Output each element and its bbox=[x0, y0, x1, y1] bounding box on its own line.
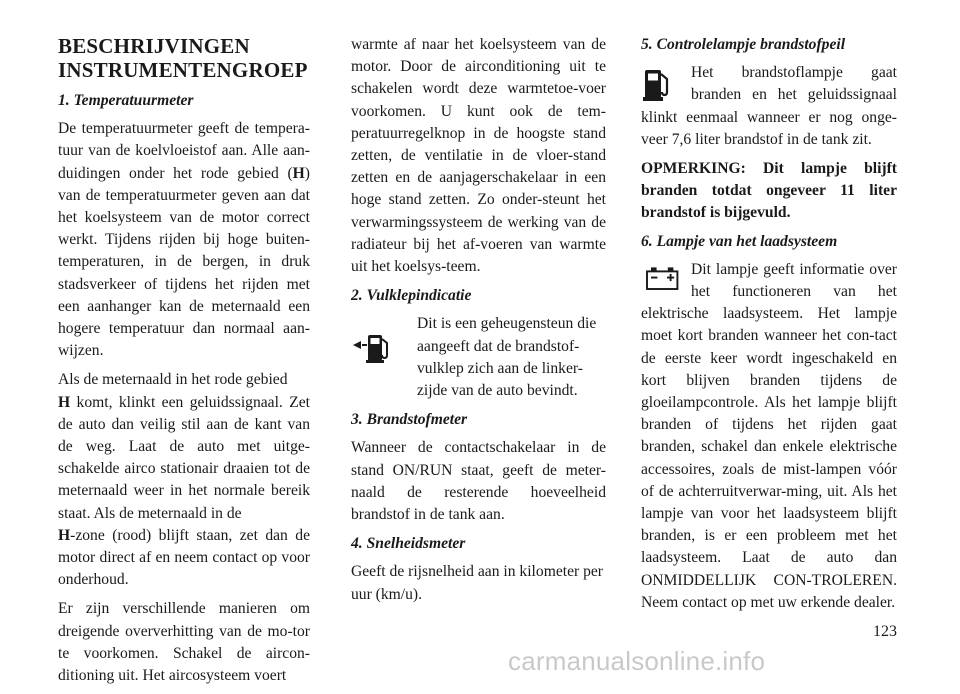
section-title-fuel-lamp: 5. Controlelampje brandstofpeil bbox=[641, 36, 846, 53]
section-title-fuel-flap: 2. Vulklepindicatie bbox=[351, 287, 472, 305]
column-2 bbox=[351, 34, 606, 613]
fuel-lamp-note: OPMERKING: Dit lampje blijft branden totdat ongeveer 11 liter brandstof is bijgevuld. bbox=[641, 160, 897, 222]
page-heading: BESCHRIJVINGEN INSTRUMENTENGROEP bbox=[58, 34, 308, 82]
section-title-charging-lamp: 6. Lampje van het laadsysteem bbox=[641, 232, 838, 250]
fuel-pump-arrow-left-icon bbox=[351, 329, 391, 365]
temp-text: -zone (rood) blijft staan, zet dan de motor direct af en neem contact op voor onderhoud. bbox=[58, 526, 310, 589]
temp-paragraph-2 bbox=[58, 369, 310, 591]
column-3 bbox=[641, 34, 897, 621]
charging-lamp-text: Dit lampje geeft informatie over het functioneren van het elektrische laadsysteem. Het lampje moet kort branden wanneer het con-tact de eerste keer wordt ingeschakeld en kort blijven branden tijdens de gloeilampcontrole. Als het lampje blijft branden of tijdens het rijden gaat branden, schakel dan enkele elektrische accessoires, zoals de mist-lampen vóór of de achterruitverwar-ming, uit. Als het lampje van voor het laadsysteem blijft branden, is er een probleem met het laadsysteem. Laat de auto dan ONMIDDELLIJK CON-TROLEREN. Neem contact op met uw erkende dealer. bbox=[641, 260, 897, 611]
page-number: 123 bbox=[873, 623, 897, 640]
charging-lamp-paragraph bbox=[641, 259, 897, 614]
fuel-flap-text: Dit is een geheugensteun die aangeeft dat de brandstof-vulklep zich aan de linker-zijde van de auto bevindt. bbox=[417, 315, 597, 400]
column-1 bbox=[58, 34, 310, 694]
temp-text: komt, klinkt een geluidssignaal. Zet de auto dan veilig stil aan de kant van de weg. Laat de auto met uitge-schakelde airco stationair draaien tot de meternaald weer in het normale bereik staat. Als de meternaald in de bbox=[58, 393, 310, 522]
temp-paragraph-3: Er zijn verschillende manieren om dreigende oververhitting van de mo-tor te voorkomen. Schakel de aircon-ditioning uit. Het aircosysteem voert bbox=[58, 600, 310, 685]
temp-text: ) van de temperatuurmeter geven aan dat het koelsysteem van de motor correct werkt. Tijdens rijden bij hoge buiten-temperaturen, in de bergen, in druk stadsverkeer of tijdens het rijden met een aanhanger kan de meternaald een hogere temperatuur dan normaal aan-wijzen. bbox=[58, 164, 310, 360]
speedometer-text: Geeft de rijsnelheid aan in kilometer per uur (km/u). bbox=[351, 563, 603, 603]
temp-paragraph-4: warmte af naar het koelsysteem van de motor. Door de airconditioning uit te schakelen wordt deze warmtetoe-voer voorkomen. U kunt ook de tem-peratuurregelknop in de hoogste stand zetten, de ventilatie in de vloer-stand zetten en de aanjagerschakelaar in een hoge stand zetten. Zo onder-steunt het verwarmingssysteem de werking van de radiateur bij het af-voeren van warmte uit het koelsys-teem. bbox=[351, 36, 606, 276]
temp-h-marker: H bbox=[292, 164, 305, 182]
temp-text: De temperatuurmeter geeft de tempera-tuur van de koelvloeistof aan. Alle aan-duidingen onder het rode gebied ( bbox=[58, 120, 310, 182]
fuel-flap-block bbox=[351, 313, 606, 409]
section-title-temperature: 1. Temperatuurmeter bbox=[58, 92, 194, 109]
fuel-lamp-text: Het brandstoflampje gaat branden en het geluidssignaal klinkt eenmaal wanneer er nog onge-veer 7,6 liter brandstof in de tank zit. bbox=[641, 64, 897, 148]
section-title-fuel-gauge: 3. Brandstofmeter bbox=[351, 411, 468, 429]
fuel-flap-icon-box bbox=[351, 313, 417, 409]
section-title-speedometer: 4. Snelheidsmeter bbox=[351, 535, 466, 553]
fuel-lamp-paragraph bbox=[641, 62, 897, 151]
watermark: carmanualsonline.info bbox=[508, 646, 766, 676]
temp-text: Als de meternaald in het rode gebied bbox=[58, 371, 288, 389]
fuel-gauge-text: Wanneer de contactschakelaar in de stand ON/RUN staat, geeft de meter-naald de resterende hoeveelheid brandstof in de tank aan. bbox=[351, 439, 606, 524]
temp-paragraph-1 bbox=[58, 118, 310, 362]
temp-h-marker: H bbox=[58, 526, 71, 544]
temp-h-marker: H bbox=[58, 393, 71, 411]
fuel-pump-icon bbox=[641, 64, 685, 104]
battery-icon bbox=[641, 265, 685, 297]
